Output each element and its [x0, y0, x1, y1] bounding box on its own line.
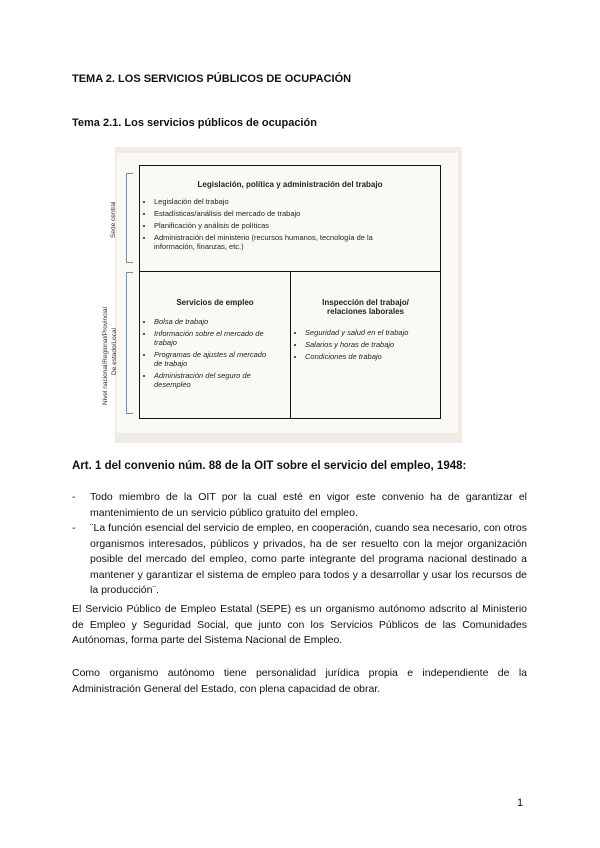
- diagram-right-cell: [291, 272, 440, 418]
- diagram-left-cell: [140, 272, 291, 418]
- left-item: • Administración del seguro de desempleo: [154, 371, 274, 389]
- bullet-text: ¨La función esencial del servicio de empleo, en cooperación, cuando sea necesario, con otros organismos interesados, públicos y privados, ha de ser resuelto con la mejor organización posible del mercado del empleo, como parte integrante del programa nacional destinado a mantener y garantizar el sistema de empleo para todos y a desarrollar y usar los recursos de la producción¨.: [90, 522, 527, 596]
- article-heading: Art. 1 del convenio núm. 88 de la OIT sobre el servicio del empleo, 1948:: [72, 460, 467, 472]
- bullet-text: Todo miembro de la OIT por la cual esté en vigor este convenio ha de garantizar el mantenimiento de un servicio público gratuito del empleo.: [90, 491, 527, 519]
- top-item: • Planificación y análisis de políticas: [154, 221, 440, 230]
- left-cell-title: Servicios de empleo: [176, 298, 254, 307]
- left-item: • Información sobre el mercado de trabajo: [154, 329, 274, 347]
- side-label-regional: Nivel nacional/Regional/Provincial: [102, 307, 109, 405]
- bullet-item: - ¨La función esencial del servicio de empleo, en cooperación, cuando sea necesario, con otros organismos interesados, públicos y privados, ha de ser resuelto con la mejor organización posible del mercado del empleo, como parte integrante del programa nacional destinado a mantener y garantizar el sistema de empleo para todos y a desarrollar y usar los recursos de la producción¨.: [72, 522, 527, 596]
- brace-bottom: [126, 272, 133, 414]
- page-title: TEMA 2. LOS SERVICIOS PÚBLICOS DE OCUPACIÓN: [72, 73, 352, 85]
- top-cell-title: Legislación, política y administración del trabajo: [197, 180, 383, 189]
- paragraph: El Servicio Público de Empleo Estatal (SEPE) es un organismo autónomo adscrito al Ministerio de Empleo y Seguridad Social, que junto con los Servicios Públicos de las Comunidades Autónomas, forma parte del Sistema Nacional de Empleo.: [72, 603, 527, 646]
- paragraph: Como organismo autónomo tiene personalidad jurídica propia e independiente de la Administración General del Estado, con plena capacidad de obrar.: [72, 667, 527, 695]
- right-cell-title: Inspección del trabajo/ relaciones laborales: [322, 298, 409, 316]
- top-item: • Estadísticas/análisis del mercado de trabajo: [154, 209, 440, 218]
- page-number: 1: [517, 797, 524, 809]
- section-title: Tema 2.1. Los servicios públicos de ocupación: [72, 117, 317, 129]
- right-item: • Seguridad y salud en el trabajo: [305, 328, 440, 337]
- side-label-central: Sede central: [110, 201, 117, 238]
- right-item: • Salarios y horas de trabajo: [305, 340, 440, 349]
- side-label-local: De estado/Local: [111, 328, 118, 375]
- brace-top: [126, 173, 133, 263]
- top-item: • Legislación del trabajo: [154, 197, 440, 206]
- left-item: • Bolsa de trabajo: [154, 317, 274, 326]
- bullet-item: - Todo miembro de la OIT por la cual esté en vigor este convenio ha de garantizar el mantenimiento de un servicio público gratuito del empleo.: [72, 491, 527, 519]
- top-item: • Administración del ministerio (recursos humanos, tecnología de la información, finanzas, etc.): [154, 233, 384, 251]
- diagram-top-cell: [140, 166, 440, 272]
- right-item: • Condiciones de trabajo: [305, 352, 440, 361]
- diagram-box: [139, 165, 441, 419]
- left-item: • Programas de ajustes al mercado de trabajo: [154, 350, 274, 368]
